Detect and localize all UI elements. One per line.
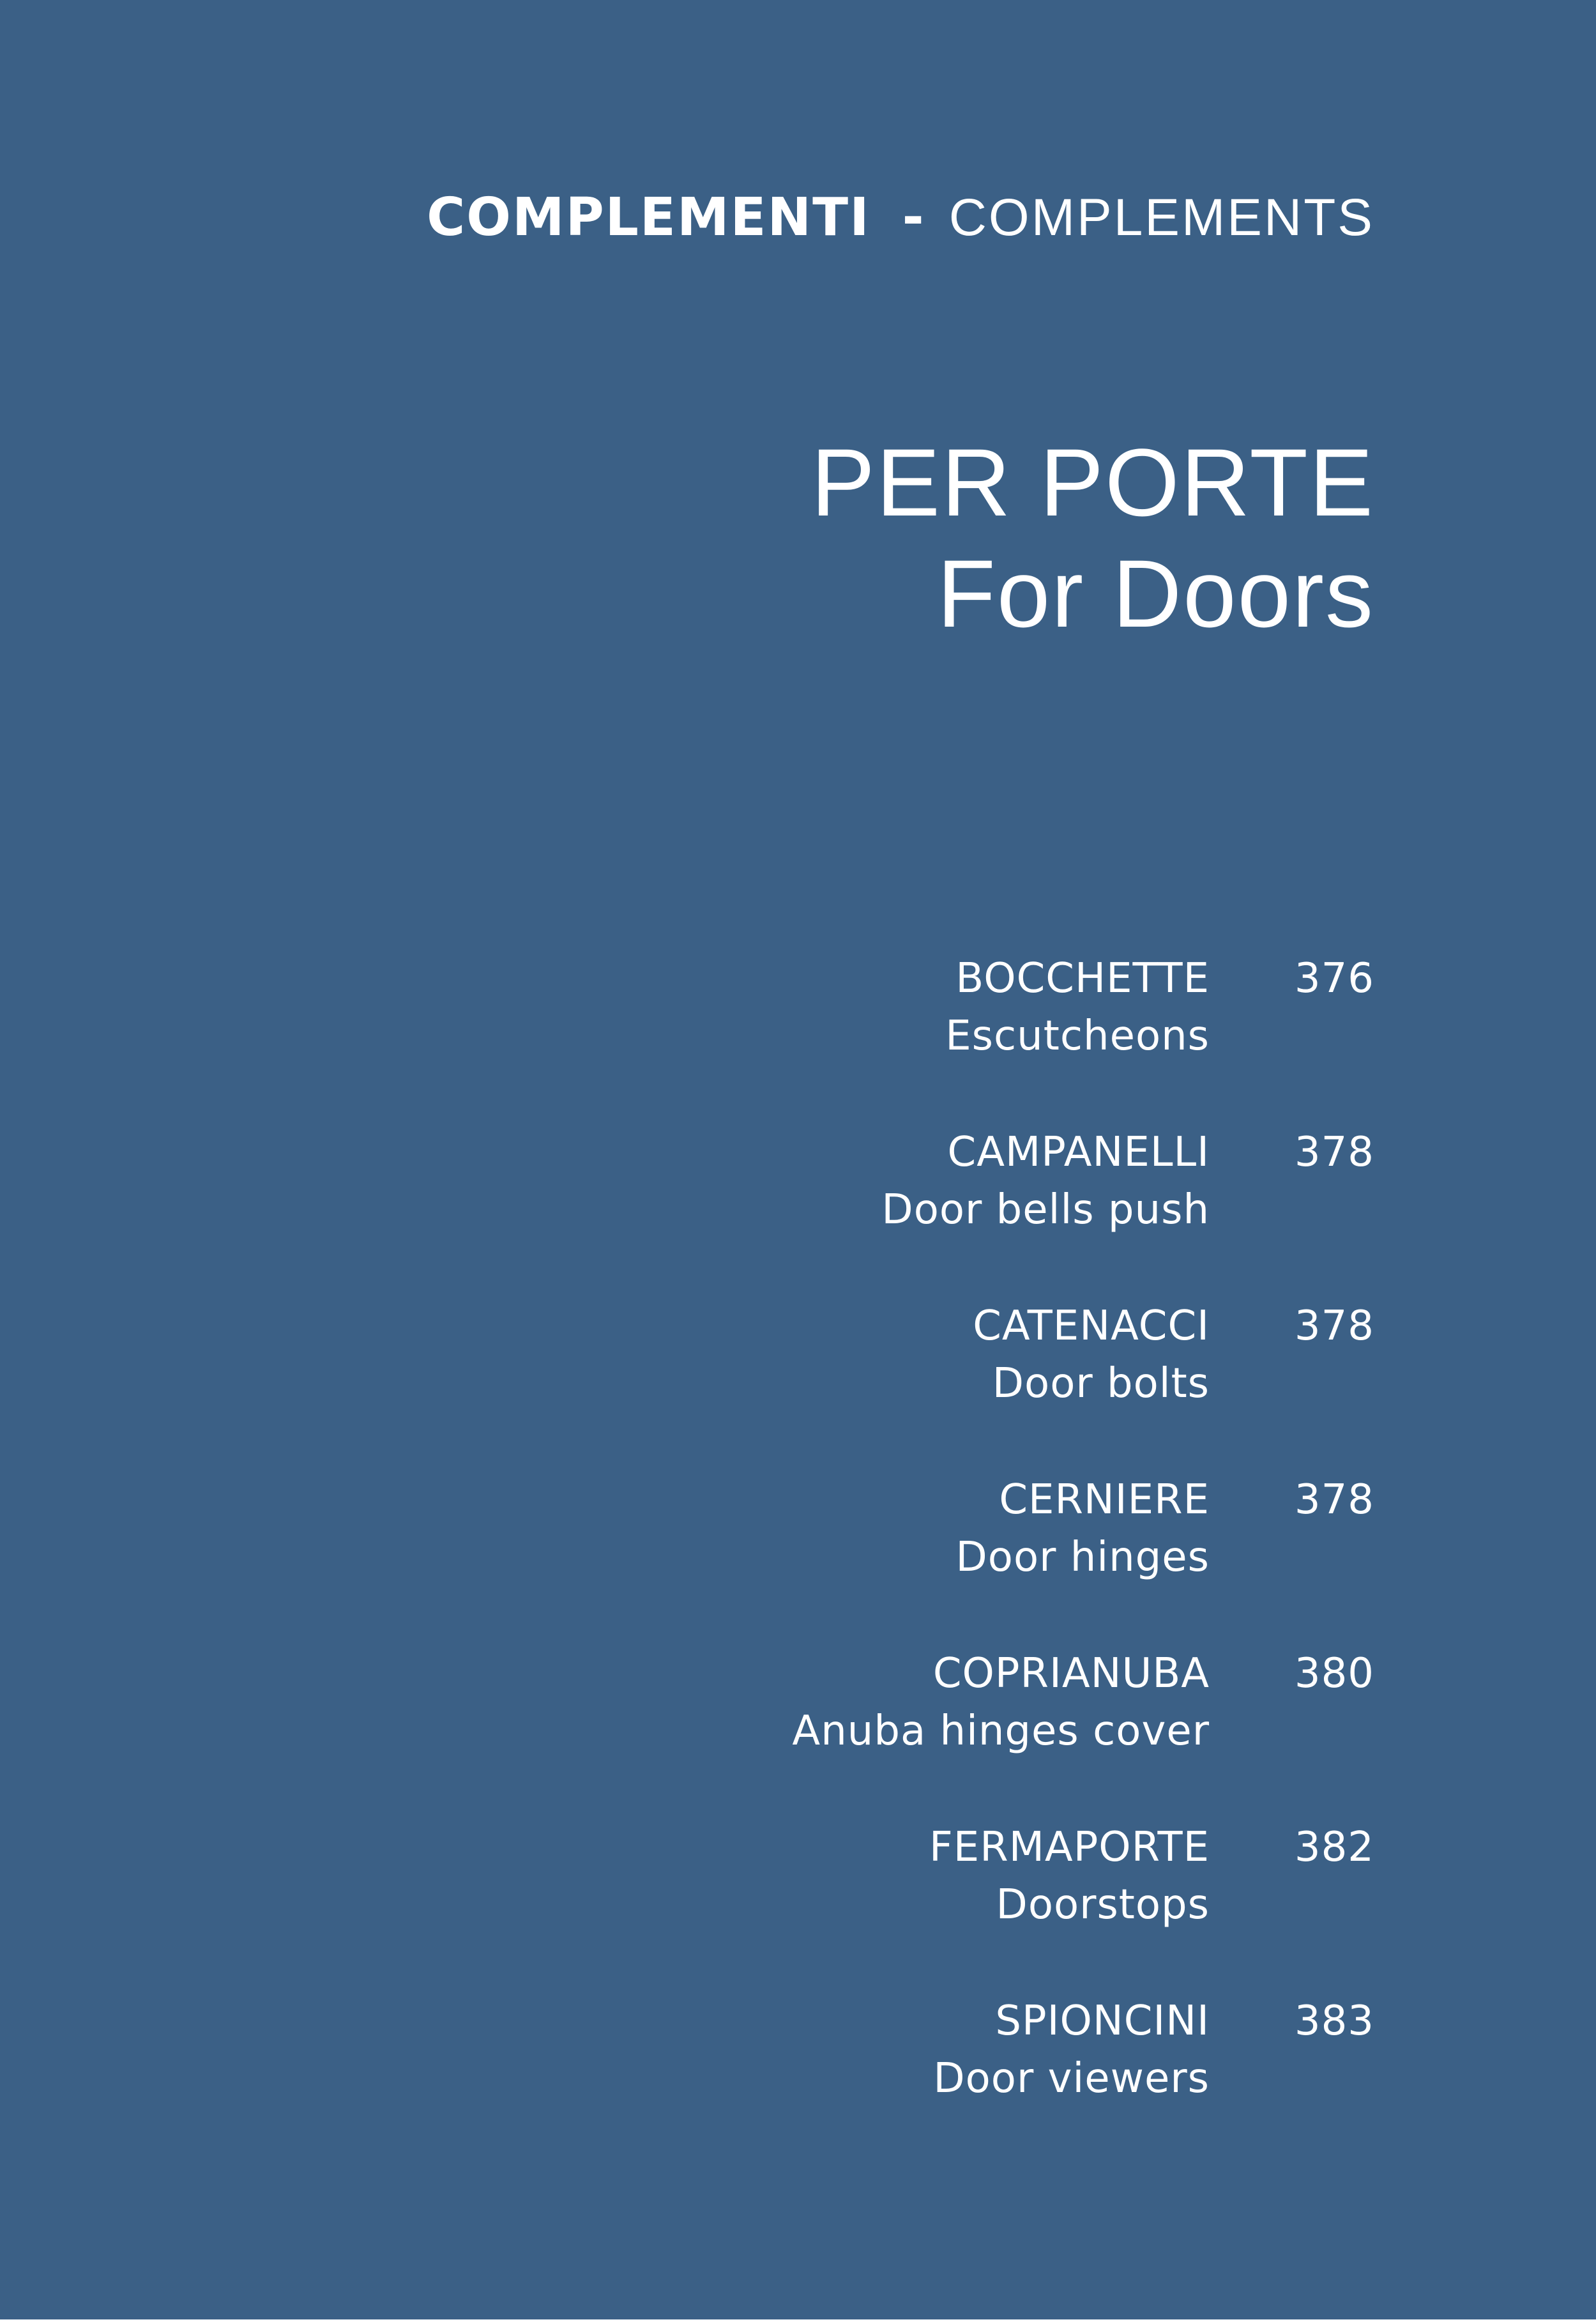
entry-page-number: 383 xyxy=(1294,1997,1374,2045)
index-entry[interactable] xyxy=(480,1824,1374,2001)
entry-name-en: Doorstops xyxy=(996,1881,1210,1929)
section-header xyxy=(427,187,1374,248)
entry-page-number: 378 xyxy=(1294,1302,1374,1350)
index-entry[interactable] xyxy=(480,1997,1374,2174)
index-entry[interactable] xyxy=(480,1302,1374,1479)
page-title-en: For Doors xyxy=(937,540,1374,647)
index-list xyxy=(480,955,1374,2174)
entry-name-en: Door bolts xyxy=(992,1360,1210,1407)
entry-name-it: SPIONCINI xyxy=(995,1997,1210,2045)
index-entry[interactable] xyxy=(480,1650,1374,1827)
section-title-it: COMPLEMENTI xyxy=(427,187,870,248)
entry-name-en: Door viewers xyxy=(933,2055,1210,2102)
entry-name-it: CAMPANELLI xyxy=(947,1129,1210,1176)
entry-name-it: BOCCHETTE xyxy=(955,955,1210,1002)
entry-name-en: Door hinges xyxy=(955,1534,1210,1581)
entry-name-it: CERNIERE xyxy=(999,1476,1210,1524)
entry-page-number: 380 xyxy=(1294,1650,1374,1697)
page-title-it: PER PORTE xyxy=(810,429,1374,536)
entry-page-number: 378 xyxy=(1294,1129,1374,1176)
entry-name-it: CATENACCI xyxy=(973,1302,1210,1350)
entry-page-number: 382 xyxy=(1294,1824,1374,1871)
entry-name-en: Door bells push xyxy=(881,1186,1210,1234)
section-title-en: COMPLEMENTS xyxy=(948,188,1374,247)
entry-name-en: Escutcheons xyxy=(945,1012,1210,1060)
index-entry[interactable] xyxy=(480,955,1374,1132)
entry-page-number: 378 xyxy=(1294,1476,1374,1524)
entry-page-number: 376 xyxy=(1294,955,1374,1002)
page-title xyxy=(810,429,1374,647)
entry-name-en: Anuba hinges cover xyxy=(792,1707,1210,1755)
section-separator: - xyxy=(902,187,925,248)
index-entry[interactable] xyxy=(480,1476,1374,1653)
index-entry[interactable] xyxy=(480,1129,1374,1306)
entry-name-it: FERMAPORTE xyxy=(929,1824,1210,1871)
entry-name-it: COPRIANUBA xyxy=(932,1650,1210,1697)
